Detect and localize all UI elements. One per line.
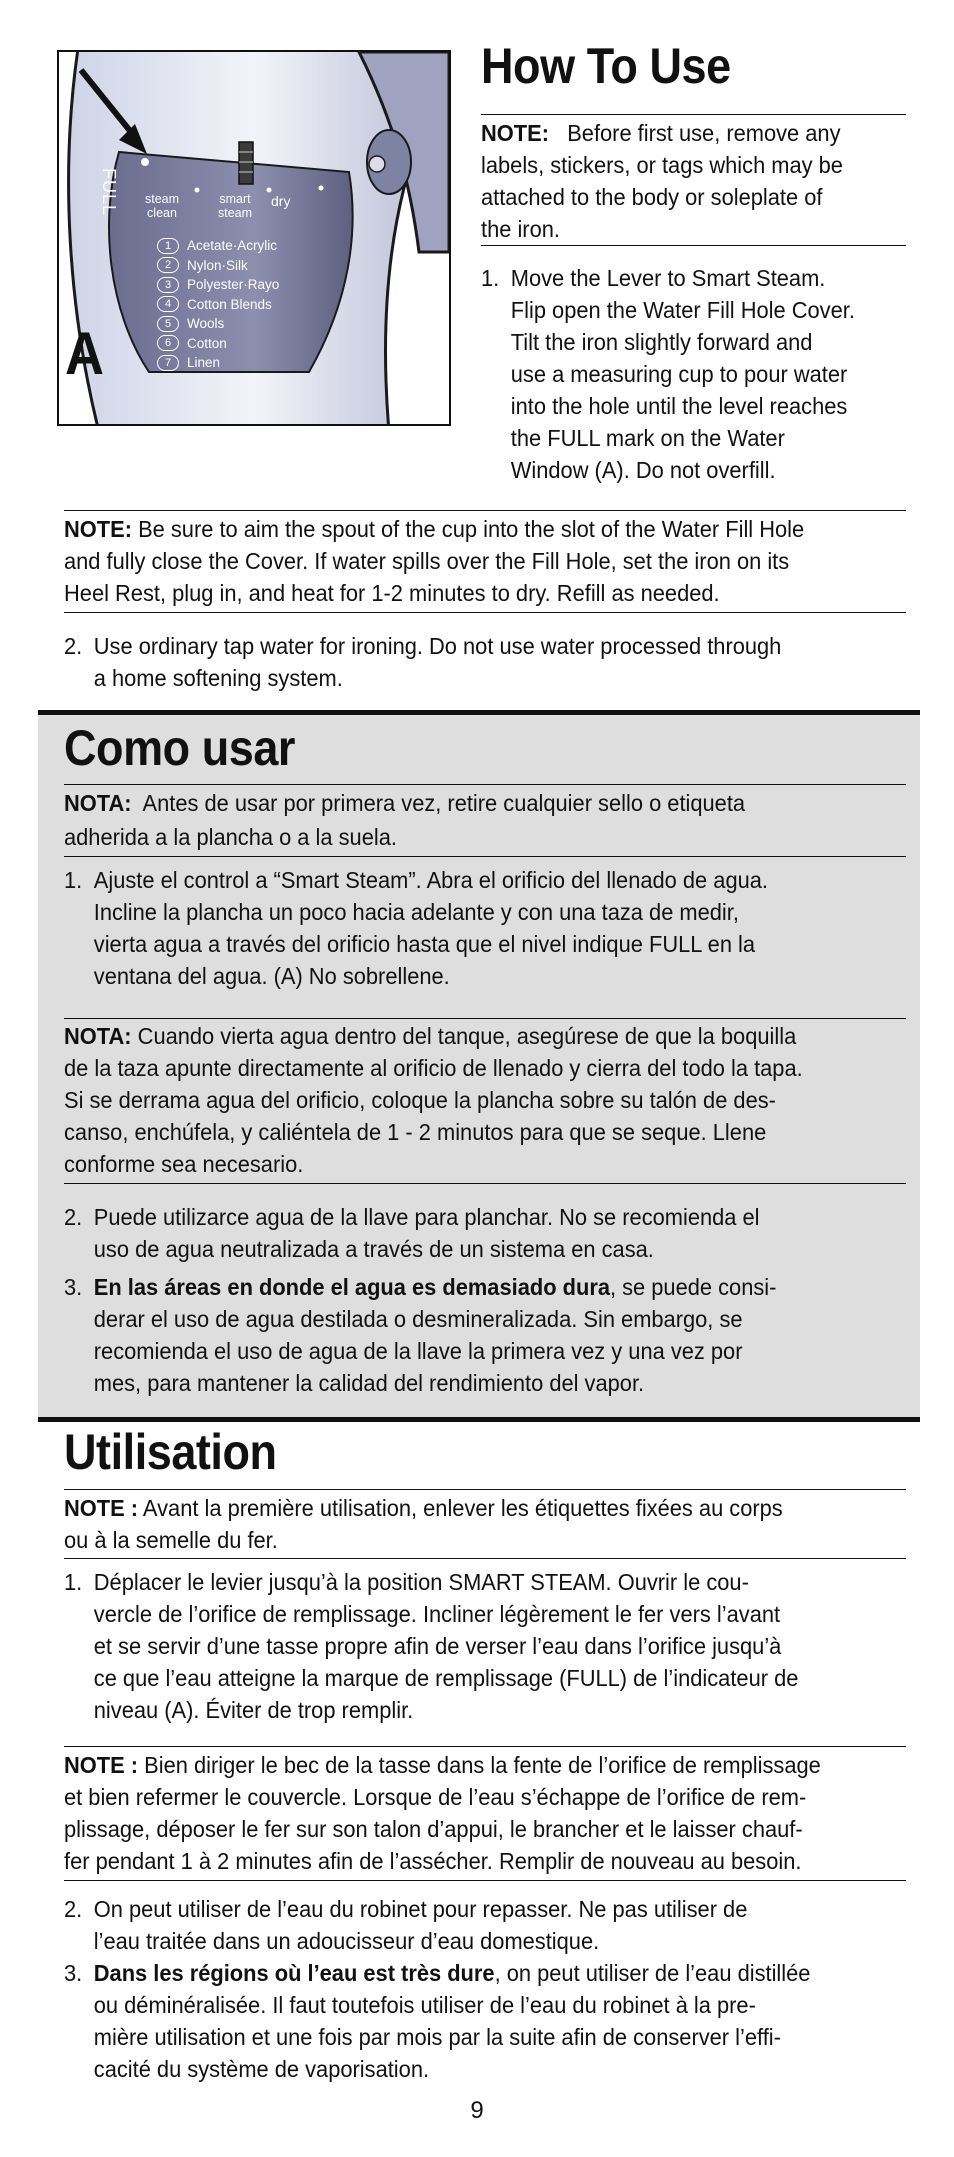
english-step-1: 1. Move the Lever to Smart Steam. Flip open the Water Fill Hole Cover. Tilt the iron slightly forward and use a measuring cup to pour water into the hole until the level reaches the FULL mark on the Water Window (A). Do not overfill. — [481, 265, 855, 483]
fabric-number-badge: 4 — [157, 296, 179, 312]
figure-label: A — [65, 320, 105, 387]
fabric-name: Wools — [187, 316, 225, 331]
setting-smart-steam: smart steam — [217, 192, 253, 220]
french-step-1: 1. Déplacer le levier jusqu’à la position SMART STEAM. Ouvrir le cou- vercle de l’orifice de remplissage. Incliner légèrement le fer vers l’avant et se servir d’une tasse propre afin de verser l’eau dans l’orifice jusqu’à ce que l’eau atteigne la marque de remplissage (FULL) de l’indicateur de niveau (A). Éviter de trop remplir. — [64, 1569, 799, 1723]
english-note-1: NOTE: Before first use, remove any labels, stickers, or tags which may be attached to the body or soleplate of the iron. — [481, 120, 843, 242]
spanish-header — [64, 720, 906, 776]
french-note-1: NOTE : Avant la première utilisation, enlever les étiquettes fixées au corps ou à la semelle du fer. — [64, 1495, 783, 1553]
spanish-step-1: 1. Ajuste el control a “Smart Steam”. Abra el orificio del llenado de agua. Incline la plancha un poco hacia adelante y con una taza de medir, vierta agua a través del orificio hasta que el nivel indique FULL en la ventana del agua. (A) No sobrellene. — [64, 867, 768, 989]
french-step-2: 2. On peut utiliser de l’eau du robinet pour repasser. Ne pas utiliser de l’eau traitée dans un adoucisseur d’eau domestique. — [64, 1896, 748, 1954]
fabric-setting — [157, 314, 279, 334]
english-title: How To Use — [481, 38, 731, 94]
divider — [64, 1746, 906, 1747]
water-window-figure — [57, 50, 451, 426]
divider — [64, 1183, 906, 1184]
fabric-setting — [157, 236, 279, 256]
fabric-name: Nylon·Silk — [187, 257, 248, 273]
divider — [64, 784, 906, 785]
fabric-name: Cotton — [187, 335, 227, 351]
full-mark: FULL — [99, 168, 119, 217]
setting-steam-clean: steam clean — [144, 192, 180, 220]
divider — [64, 1018, 906, 1019]
divider — [64, 856, 906, 857]
english-header-column — [481, 38, 906, 94]
fabric-number-badge: 5 — [157, 316, 179, 332]
spanish-title: Como usar — [64, 720, 296, 776]
fabric-number-badge: 7 — [157, 355, 179, 371]
french-header — [64, 1424, 906, 1480]
divider — [64, 1880, 906, 1881]
fabric-name: Cotton Blends — [187, 296, 272, 312]
fabric-name: Linen — [187, 355, 221, 370]
fabric-number-badge: 1 — [157, 238, 179, 254]
fabric-setting — [157, 256, 279, 276]
divider — [481, 114, 906, 115]
fabric-setting — [157, 353, 279, 373]
french-note-2: NOTE : Bien diriger le bec de la tasse dans la fente de l’orifice de remplissage et bien refermer le couvercle. Lorsque de l’eau s’échappe de l’orifice de rem- plissage, déposer le fer sur son talon d’appui, le brancher et le laisser chauf- fer pendant 1 à 2 minutes afin de l’assécher. Remplir de nouveau au besoin. — [64, 1752, 821, 1874]
english-note-2: NOTE: Be sure to aim the spout of the cup into the slot of the Water Fill Hole and fully close the Cover. If water spills over the Fill Hole, set the iron on its Heel Rest, plug in, and heat for 1-2 minutes to dry. Refill as needed. — [64, 516, 805, 606]
fabric-number-badge: 6 — [157, 335, 179, 351]
divider — [64, 1558, 906, 1559]
fabric-list — [157, 236, 279, 373]
fabric-setting — [157, 275, 279, 295]
fabric-setting — [157, 295, 279, 315]
french-step-3: 3. Dans les régions où l’eau est très dure, on peut utiliser de l’eau distillée ou déminéralisée. Il faut toutefois utiliser de l’eau du robinet à la pre- mière utilisation et une fois par mois par la suite afin de conserver l’effi- cacité du système de vaporisation. — [64, 1960, 811, 2082]
french-title: Utilisation — [64, 1424, 277, 1480]
divider — [64, 1489, 906, 1490]
divider — [64, 612, 906, 613]
page-number: 9 — [470, 2097, 484, 2124]
fabric-name: Polyester·Rayo — [187, 277, 280, 292]
spanish-note-2: NOTA: Cuando vierta agua dentro del tanque, asegúrese de que la boquilla de la taza apunte directamente al orificio de llenado y cierra del todo la tapa. Si se derrama agua del orificio, coloque la plancha sobre su talón de des- canso, enchúfela, y caliéntela de 1 - 2 minutos para que se seque. Llene conforme sea necesario. — [64, 1023, 803, 1177]
spanish-step-3: 3. En las áreas en donde el agua es demasiado dura, se puede consi- derar el uso de agua destilada o desmineralizada. Sin embargo, se recomienda el uso de agua de la llave la primera vez y una vez por mes, para mantener la calidad del rendimiento del vapor. — [64, 1274, 777, 1396]
setting-dry: dry — [271, 193, 291, 209]
divider — [64, 510, 906, 511]
fabric-setting — [157, 334, 279, 354]
spanish-note-1: NOTA: Antes de usar por primera vez, retire cualquier sello o etiqueta adherida a la plancha o a la suela. — [64, 790, 746, 850]
divider — [481, 245, 906, 246]
fabric-number-badge: 2 — [157, 257, 179, 273]
fabric-number-badge: 3 — [157, 277, 179, 293]
spanish-step-2: 2. Puede utilizarce agua de la llave para planchar. No se recomienda el uso de agua neutralizada a través de un sistema en casa. — [64, 1204, 760, 1262]
english-step-2: 2. Use ordinary tap water for ironing. Do not use water processed through a home softening system. — [64, 633, 782, 691]
fabric-name: Acetate·Acrylic — [187, 238, 278, 253]
